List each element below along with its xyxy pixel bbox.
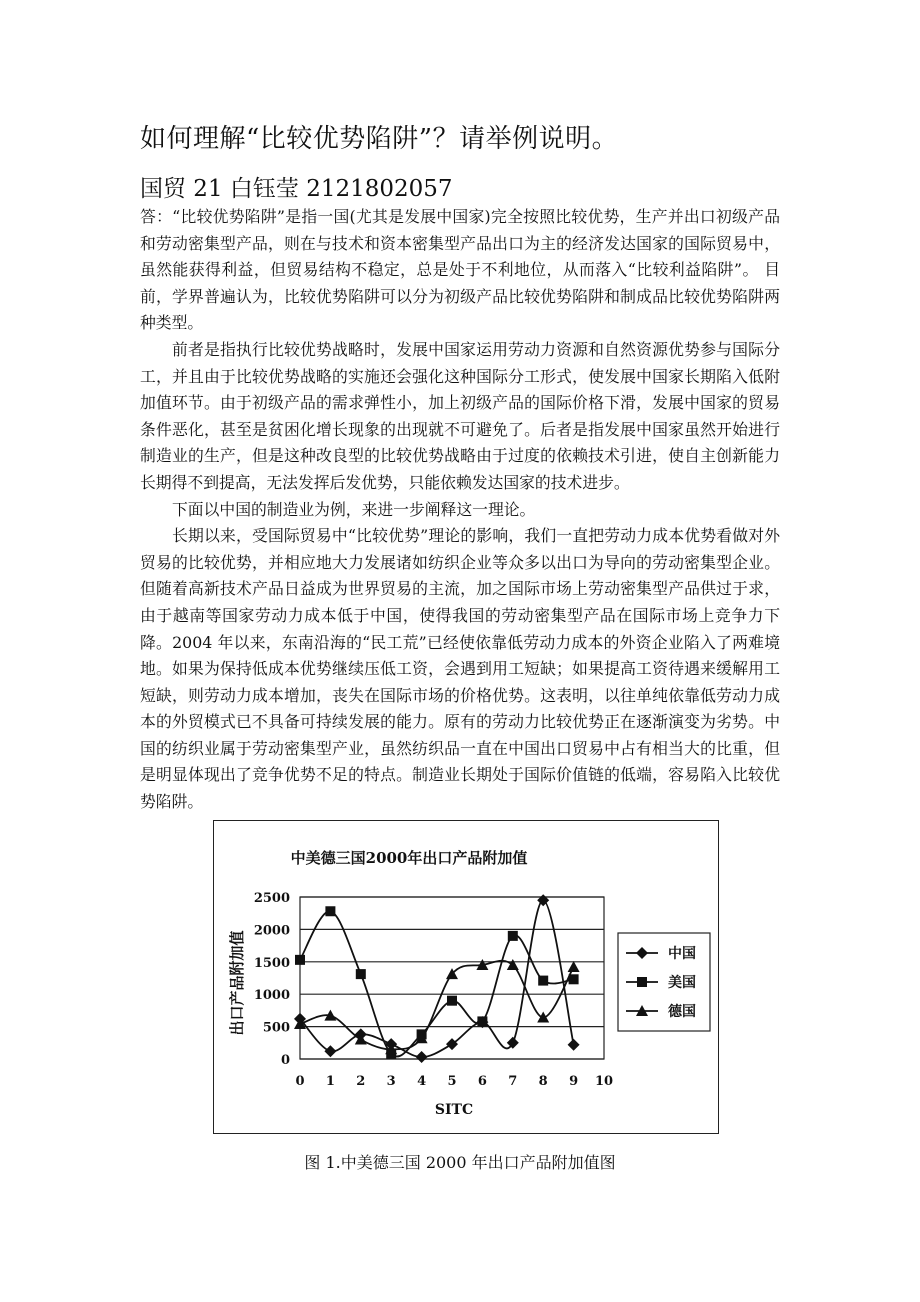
paragraph-types: 前者是指执行比较优势战略时，发展中国家运用劳动力资源和自然资源优势参与国际分工，并且由于比较优势战略的实施还会强化这种国际分工形式，使发展中国家长期陷入低附加值环节。由于初级产品的需求弹性小，加上初级产品的国际价格下滑，发展中国家的贸易条件恶化，甚至是贫困化增长现象的出现就不可避免了。后者是指发展中国家虽然开始进行制造业的生产，但是这种改良型的比较优势战略由于过度的依赖技术引进，使自主创新能力长期得不到提高，无法发挥后发优势，只能依赖发达国家的技术进步。 <box>140 339 780 492</box>
chart-figure <box>213 820 719 1134</box>
paragraph-answer: 答：“比较优势陷阱”是指一国(尤其是发展中国家)完全按照比较优势，生产并出口初级产品和劳动密集型产品，则在与技术和资本密集型产品出口为主的经济发达国家的国际贸易中，虽然能获得利益，但贸易结构不稳定，总是处于不利地位，从而落入“比较利益陷阱”。 目前，学界普遍认为，比较优势陷阱可以分为初级产品比较优势陷阱和制成品比较优势陷阱两种类型。 <box>140 207 780 333</box>
x-tick-label: 9 <box>569 1074 579 1089</box>
data-point <box>325 906 335 916</box>
legend-label: 德国 <box>668 1004 696 1020</box>
y-axis-label: 出口产品附加值 <box>228 930 246 1036</box>
paragraph-intro-example: 下面以中国的制造业为例，来进一步阐释这一理论。 <box>172 499 536 519</box>
x-tick-label: 8 <box>538 1074 548 1089</box>
answer-body <box>140 204 780 816</box>
question-title: 如何理解“比较优势陷阱”？请举例说明。 <box>140 124 619 154</box>
data-point <box>477 1016 487 1026</box>
y-tick-label: 500 <box>262 1020 290 1036</box>
legend <box>618 933 710 1031</box>
series-line-2 <box>300 961 574 1050</box>
x-tick-label: 6 <box>477 1074 487 1089</box>
x-tick-label: 3 <box>386 1074 396 1089</box>
data-point <box>447 996 457 1006</box>
y-tick-label: 1000 <box>253 988 290 1004</box>
data-point <box>356 969 366 979</box>
data-point <box>416 1051 428 1063</box>
y-tick-label: 0 <box>280 1053 290 1068</box>
data-point <box>568 961 580 972</box>
y-tick-label: 2000 <box>253 923 290 939</box>
x-tick-label: 4 <box>417 1074 427 1089</box>
data-point <box>537 1012 549 1023</box>
data-point <box>538 976 548 986</box>
data-point <box>446 1038 458 1050</box>
x-tick-label: 5 <box>447 1074 457 1089</box>
data-point <box>568 1039 580 1051</box>
legend-label: 中国 <box>668 946 696 962</box>
x-tick-label: 0 <box>295 1074 305 1089</box>
data-point <box>324 1045 336 1057</box>
series-lines <box>294 894 580 1063</box>
legend-marker <box>637 977 647 987</box>
data-point <box>508 931 518 941</box>
x-axis-label: SITC <box>434 1102 474 1118</box>
grid <box>254 891 613 1089</box>
value-added-line-chart <box>214 821 717 1132</box>
x-tick-label: 10 <box>594 1074 614 1089</box>
x-tick-label: 7 <box>508 1074 518 1089</box>
x-tick-label: 1 <box>325 1074 335 1089</box>
x-tick-label: 2 <box>356 1074 366 1089</box>
y-tick-label: 1500 <box>253 955 290 971</box>
data-point <box>507 959 519 970</box>
paragraph-example: 长期以来，受国际贸易中“比较优势”理论的影响，我们一直把劳动力成本优势看做对外贸易的比较优势，并相应地大力发展诸如纺织企业等众多以出口为导向的劳动密集型企业。但随着高新技术产品日益成为世界贸易的主流，加之国际市场上劳动密集型产品供过于求，由于越南等国家劳动力成本低于中国，使得我国的劳动密集型产品在国际市场上竞争力下降。2004 年以来，东南沿海的“民工荒”已经使依靠低劳动力成本的外资企业陷入了两难境地。如果为保持低成本优势继续压低工资，会遇到用工短缺；如果提高工资待遇来缓解用工短缺，则劳动力成本增加，丧失在国际市场的价格优势。这表明，以往单纯依靠低劳动力成本的外贸模式已不具备可持续发展的能力。原有的劳动力比较优势正在逐渐演变为劣势。中国的纺织业属于劳动密集型产业，虽然纺织品一直在中国出口贸易中占有相当大的比重，但是明显体现出了竞争优势不足的特点。制造业长期处于国际价值链的低端，容易陷入比较优势陷阱。 <box>140 526 780 812</box>
y-tick-label: 2500 <box>253 891 290 906</box>
author-line: 国贸 21 白钰莹 2121802057 <box>140 176 453 202</box>
figure-caption: 图 1.中美德三国 2000 年出口产品附加值图 <box>304 1153 616 1172</box>
chart-title: 中美德三国2000年出口产品附加值 <box>290 849 528 867</box>
legend-label: 美国 <box>668 975 696 991</box>
data-point <box>295 955 305 965</box>
